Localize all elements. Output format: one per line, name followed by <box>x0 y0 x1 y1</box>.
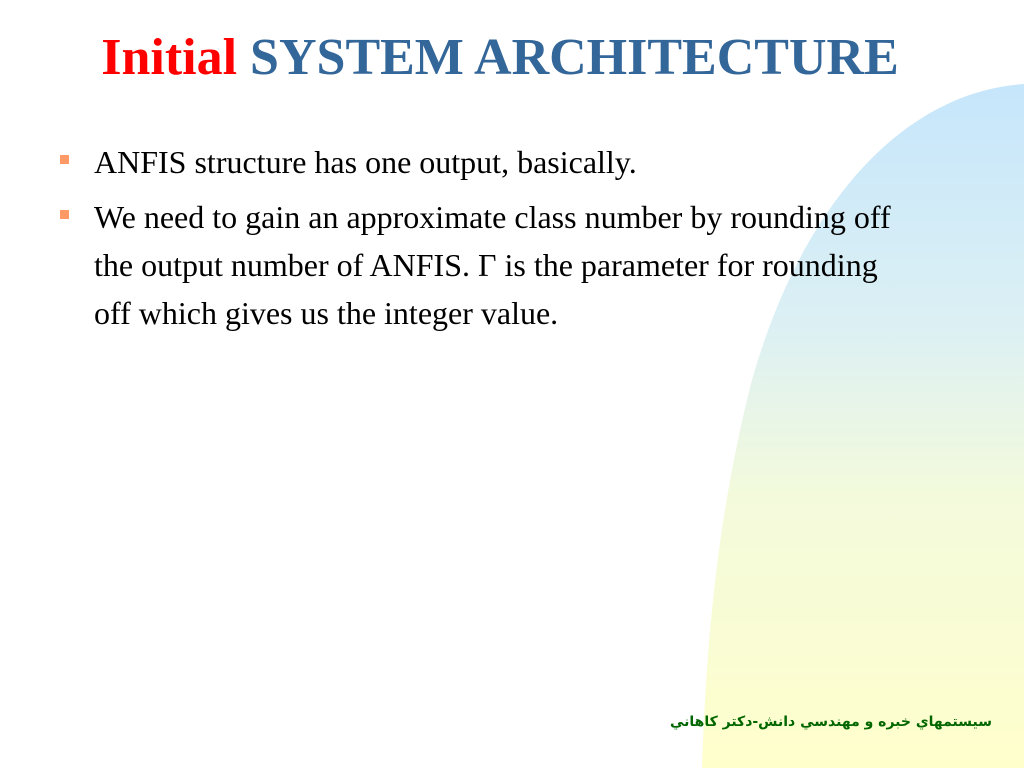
square-bullet-icon <box>60 155 69 164</box>
bullet-item <box>58 138 918 186</box>
title-main-text: SYSTEM ARCHITECTURE <box>250 29 899 86</box>
footer-text: سيستمهاي خبره و مهندسي دانش-دکتر کاهاني <box>669 714 992 730</box>
slide-title <box>0 26 1000 90</box>
bullet-item <box>58 193 918 337</box>
square-bullet-icon <box>60 210 69 219</box>
bullet-text: ANFIS structure has one output, basically. <box>94 144 637 180</box>
title-accent-word: Initial <box>101 29 238 86</box>
bullet-text: We need to gain an approximate class number by rounding off the output number of ANFIS. Γ is the parameter for rounding off which gives us the integer value. <box>94 199 891 331</box>
bullet-list <box>58 138 918 344</box>
